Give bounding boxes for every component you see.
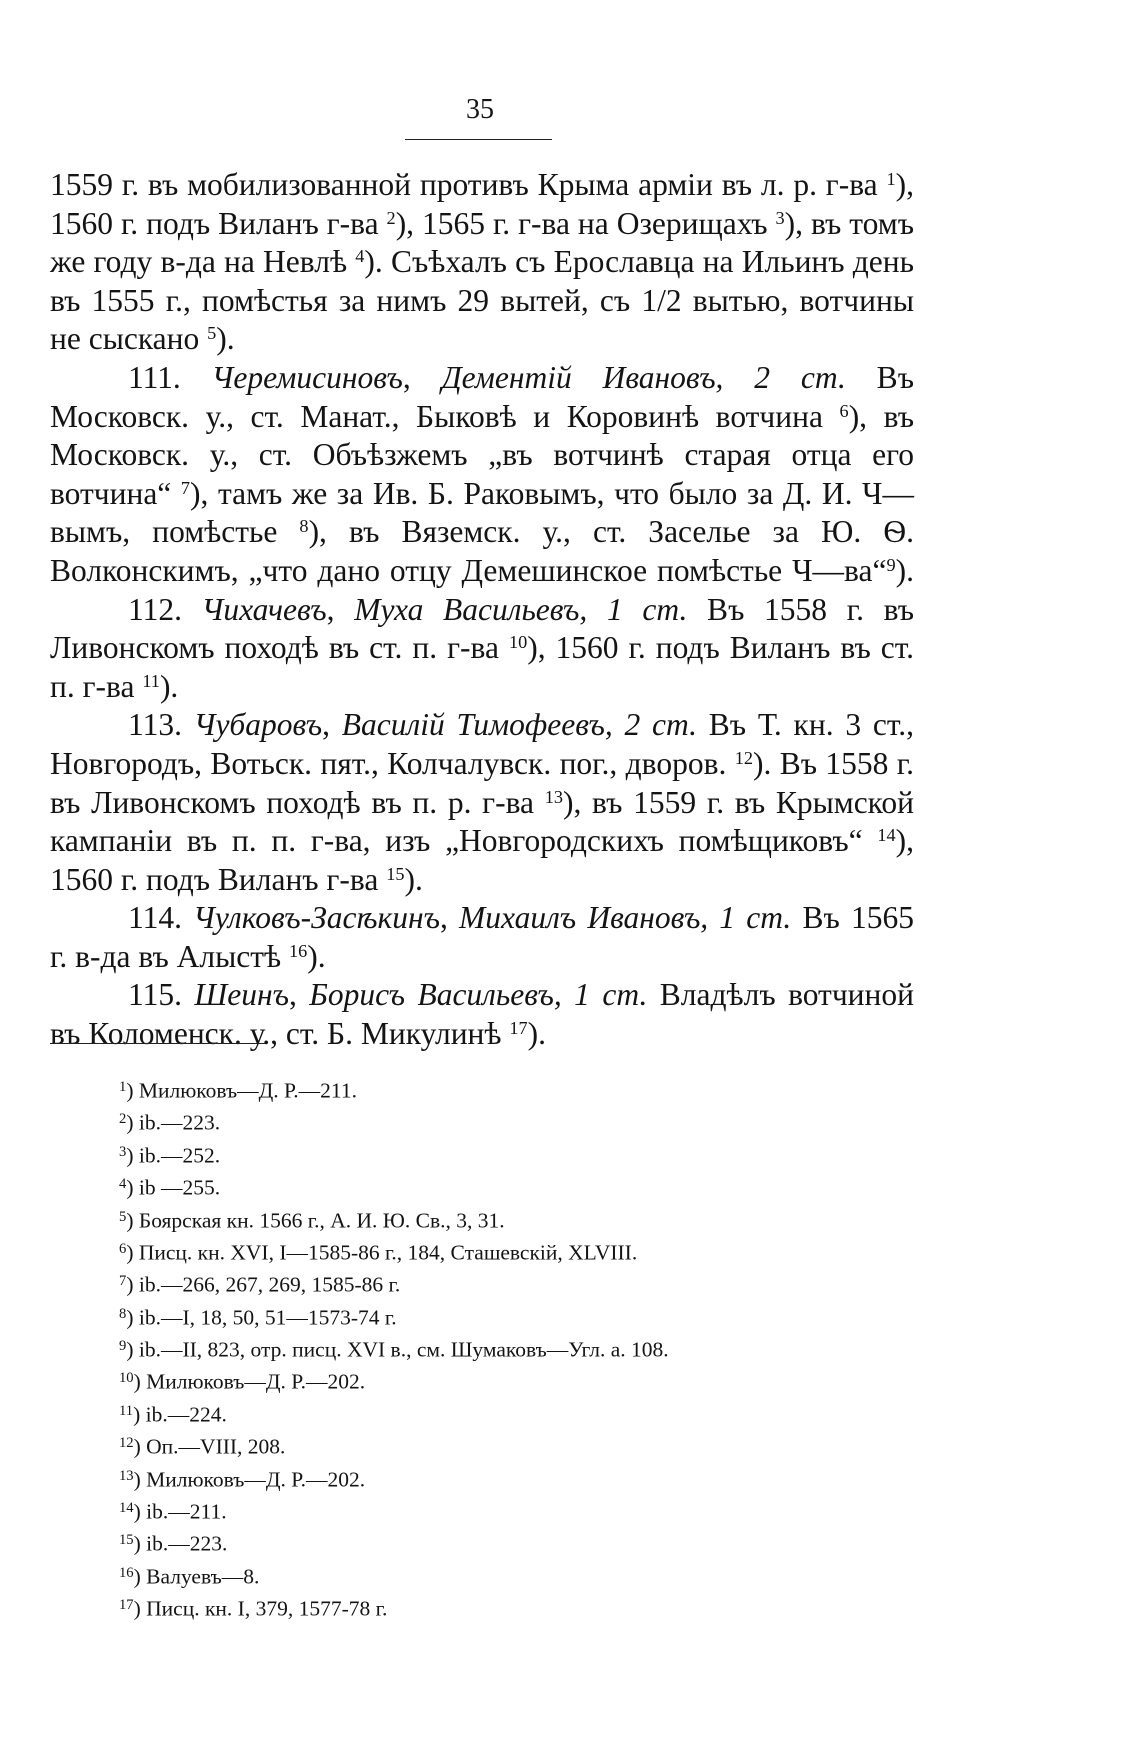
- footnote: [119, 1494, 939, 1526]
- text-run: ).: [404, 861, 423, 897]
- entry-surname: Чубаровъ: [193, 707, 323, 743]
- footnote: [119, 1170, 939, 1202]
- entry-112: 112. Чихачевъ, Муха Васильевъ, 1 ст. Въ 1558 г. въ Ливонскомъ походѣ въ ст. п. г-ва $^{10}$), 1560 г. подъ Виланъ въ ст. п. г-ва $^{11}$).: [50, 591, 915, 704]
- footnote-text: ) ib.—252.: [126, 1143, 221, 1168]
- footnote-ref: 14: [877, 825, 896, 846]
- footnote-text: ) ib.—II, 823, отр. писц. XVI в., см. Шумаковъ—Угл. а. 108.: [126, 1337, 669, 1362]
- entry-given-name: Михаилъ Ивановъ, 1 ст.: [459, 900, 792, 936]
- text-run: вытью, вотчины не сыскано: [50, 282, 914, 357]
- footnote-ref: 5: [207, 323, 217, 344]
- footnote-ref: 12: [734, 747, 753, 768]
- text-run: ).: [307, 938, 326, 974]
- footnote-number: 5: [119, 1208, 127, 1225]
- entry-number: 111.: [128, 359, 181, 395]
- text-run: ), 1565 г. г-ва на Озерищахъ: [395, 205, 776, 241]
- footnote-text: ) Писц. кн. XVI, I—1585-86 г., 184, Сташевскій, XLVIII.: [126, 1240, 638, 1265]
- footnote: [119, 1073, 939, 1105]
- text-run: Въ 1565 г. в-да въ Алыстѣ: [50, 900, 915, 974]
- footnote-ref: 16: [288, 940, 308, 961]
- header-rule: [405, 139, 552, 140]
- footnote-ref: 4: [355, 246, 365, 267]
- footnote: [119, 1364, 939, 1396]
- footnote-number: 8: [119, 1305, 127, 1322]
- entry-given-name: Борисъ Васильевъ, 1 ст.: [309, 977, 648, 1013]
- footnote-number: 15: [119, 1532, 134, 1549]
- text-run: Владѣлъ вотчиной въ Коломенск. у., ст. Б. Микулинѣ: [50, 977, 914, 1052]
- footnote-text: ) ib.—223.: [126, 1110, 221, 1135]
- footnote-ref: 13: [544, 786, 563, 807]
- footnote: [119, 1138, 939, 1170]
- footnote: [119, 1332, 939, 1364]
- footnote: [119, 1559, 939, 1591]
- entry-number: 114.: [128, 900, 182, 936]
- footnote-text: ) Милюковъ—Д. Р.—202.: [133, 1369, 366, 1394]
- entry-given-name: Дементій Ивановъ, 2 ст.: [441, 359, 846, 395]
- footnote-text: ) Милюковъ—Д. Р.—202.: [133, 1467, 366, 1492]
- footnote-number: 2: [119, 1111, 127, 1128]
- footnote-text: ) ib.—223.: [133, 1531, 228, 1556]
- footnote-number: 4: [119, 1176, 127, 1193]
- footnote-text: ) Писц. кн. I, 379, 1577-78 г.: [133, 1596, 388, 1621]
- footnote-text: ) Валуевъ—8.: [133, 1564, 260, 1589]
- footnote-number: 1: [119, 1079, 127, 1095]
- footnote: [119, 1591, 939, 1623]
- footnote-rule: [50, 1043, 265, 1044]
- entry-number: 112.: [128, 591, 182, 627]
- footnote-number: 6: [119, 1240, 127, 1257]
- entry-given-name: Василій Тимофеевъ, 2 ст.: [341, 707, 697, 743]
- footnote: [119, 1105, 939, 1137]
- footnote-ref: 15: [386, 863, 405, 884]
- entry-114: 114. Чулковъ-Засѣкинъ, Михаилъ Ивановъ, 1 ст. Въ 1565 г. в-да въ Алыстѣ $^{16}$).: [50, 900, 915, 974]
- footnote-text: ) ib.—I, 18, 50, 51—1573-74 г.: [126, 1305, 397, 1330]
- footnote: [119, 1462, 939, 1494]
- page-number: 35: [466, 94, 494, 125]
- fraction: 1/2: [641, 282, 682, 318]
- text-run: ), 1560 г. подъ Виланъ г-ва: [50, 167, 914, 241]
- text-run: ), въ Московск. у., ст. Объѣзжемъ „въ вотчинѣ старая отца его вотчина“: [50, 398, 914, 511]
- footnotes: [119, 1073, 939, 1623]
- text-run: ), тамъ же за Ив. Б. Раковымъ, что было за Д. И. Ч—вымъ, помѣстье: [50, 475, 915, 550]
- text-run: Въ Московск. у., ст. Манат., Быковѣ и Коровинѣ вотчина: [50, 359, 914, 434]
- intro-paragraph: [50, 166, 914, 359]
- footnote-number: 12: [119, 1435, 134, 1452]
- body-text: [50, 166, 914, 1054]
- text-run: ), въ Вяземск. у., ст. Заселье за Ю. Ѳ. Волконскимъ, „что дано отцу Демешинское помѣстье Ч—ва“: [50, 514, 914, 588]
- footnote-text: ) ib.—211.: [133, 1499, 227, 1524]
- entry-111: 111. Черемисиновъ, Дементій Ивановъ, 2 ст. Въ Московск. у., ст. Манат., Быковѣ и Коровинѣ вотчина $^6$), въ Московск. у., ст. Объѣзжемъ „въ вотчинѣ старая отца его вотчина“ $^7$), тамъ же за Ив. Б. Раковымъ, что было за Д. И. Ч—вымъ, помѣстье $^8$), въ Вяземск. у., ст. Заселье за Ю. Ѳ. Волконскимъ, „что дано отцу Демешинское помѣстье Ч—ва“$^9$).: [50, 359, 915, 588]
- text-run: ). Съѣхалъ съ Ерославца на Ильинъ день въ 1555 г., помѣстья за нимъ 29 вытей, съ: [50, 244, 914, 318]
- text-run: ).: [895, 552, 914, 588]
- text-run: Въ Т. кн. 3 ст., Новгородъ, Вотьск. пят., Колчалувск. пог., дворов.: [50, 707, 915, 781]
- footnote: [119, 1235, 939, 1267]
- footnote-text: ) ib.—224.: [133, 1402, 227, 1427]
- footnote-number: 10: [119, 1370, 134, 1387]
- entry-surname: Черемисиновъ: [211, 359, 403, 395]
- footnote-ref: 7: [180, 477, 191, 498]
- text-run: 1559 г. въ мобилизованной противъ Крыма арміи въ л. р. г-ва: [50, 167, 887, 202]
- text-run: ), въ 1559 г. въ Крымской кампаніи въ п. п. г-ва, изъ „Новгородскихъ помѣщиковъ“: [50, 784, 914, 859]
- footnote-number: 13: [119, 1467, 134, 1484]
- entry-surname: Чихачевъ: [201, 591, 327, 627]
- text-run: ).: [159, 668, 179, 704]
- footnote-text: ) ib —255.: [126, 1175, 221, 1200]
- footnote-number: 14: [119, 1499, 134, 1516]
- entry-113: 113. Чубаровъ, Василій Тимофеевъ, 2 ст. Въ Т. кн. 3 ст., Новгородъ, Вотьск. пят., Колчалувск. пог., дворов. $^{12}$). Въ 1558 г. въ Ливонскомъ походѣ въ п. р. г-ва $^{13}$), въ 1559 г. въ Крымской кампаніи въ п. п. г-ва, изъ „Новгородскихъ помѣщиковъ“ $^{14}$), 1560 г. подъ Виланъ г-ва $^{15}$).: [50, 707, 915, 897]
- footnote-ref: 10: [508, 632, 528, 653]
- footnote-number: 11: [119, 1402, 134, 1419]
- footnote-text: ) Милюковъ—Д. Р.—211.: [126, 1078, 357, 1103]
- entry-number: 113.: [128, 707, 182, 743]
- footnote: [119, 1429, 939, 1461]
- footnote-text: ) Боярская кн. 1566 г., А. И. Ю. Св., 3, 31.: [126, 1208, 505, 1233]
- text-run: ).: [216, 321, 235, 357]
- footnote: [119, 1203, 939, 1235]
- text-run: ).: [527, 1016, 547, 1052]
- footnote: [119, 1397, 939, 1429]
- footnote-ref: 17: [509, 1018, 528, 1039]
- text-run: Въ 1558 г. въ Ливонскомъ походѣ въ ст. п. г-ва: [50, 591, 915, 666]
- footnote-ref: 9: [886, 554, 896, 575]
- footnote-number: 16: [119, 1564, 134, 1581]
- footnote-ref: 11: [142, 670, 160, 691]
- footnote-ref: 6: [839, 400, 849, 421]
- text-run: ), 1560 г. подъ Виланъ въ ст. п. г-ва: [50, 630, 914, 704]
- footnote-ref: 2: [386, 207, 396, 228]
- footnote: [119, 1267, 939, 1299]
- footnote-text: ) Оп.—VIII, 208.: [133, 1434, 286, 1459]
- footnote-ref: 3: [775, 207, 785, 228]
- entry-surname: Шеинъ: [194, 977, 289, 1013]
- entry-surname: Чулковъ-Засѣкинъ: [193, 900, 440, 936]
- footnote-number: 9: [119, 1338, 127, 1354]
- footnote-number: 7: [119, 1273, 127, 1290]
- footnote-ref: 1: [886, 168, 896, 189]
- footnote-number: 17: [119, 1597, 134, 1613]
- text-run: ), въ томъ же году в-да на Невлѣ: [50, 205, 914, 280]
- footnote-number: 3: [119, 1143, 127, 1160]
- entry-115: 115. Шеинъ, Борисъ Васильевъ, 1 ст. Владѣлъ вотчиной въ Коломенск. у., ст. Б. Микулинѣ $^{17}$).: [50, 977, 914, 1052]
- footnote: [119, 1526, 939, 1558]
- entry-given-name: Муха Васильевъ, 1 ст.: [354, 591, 688, 627]
- footnote-text: ) ib.—266, 267, 269, 1585-86 г.: [126, 1272, 401, 1297]
- text-run: ). Въ 1558 г. въ Ливонскомъ походѣ въ п. р. г-ва: [50, 745, 914, 820]
- footnote: [119, 1300, 939, 1332]
- footnote-ref: 8: [299, 516, 309, 537]
- text-run: ), 1560 г. подъ Виланъ г-ва: [50, 823, 914, 897]
- entry-number: 115.: [128, 977, 182, 1013]
